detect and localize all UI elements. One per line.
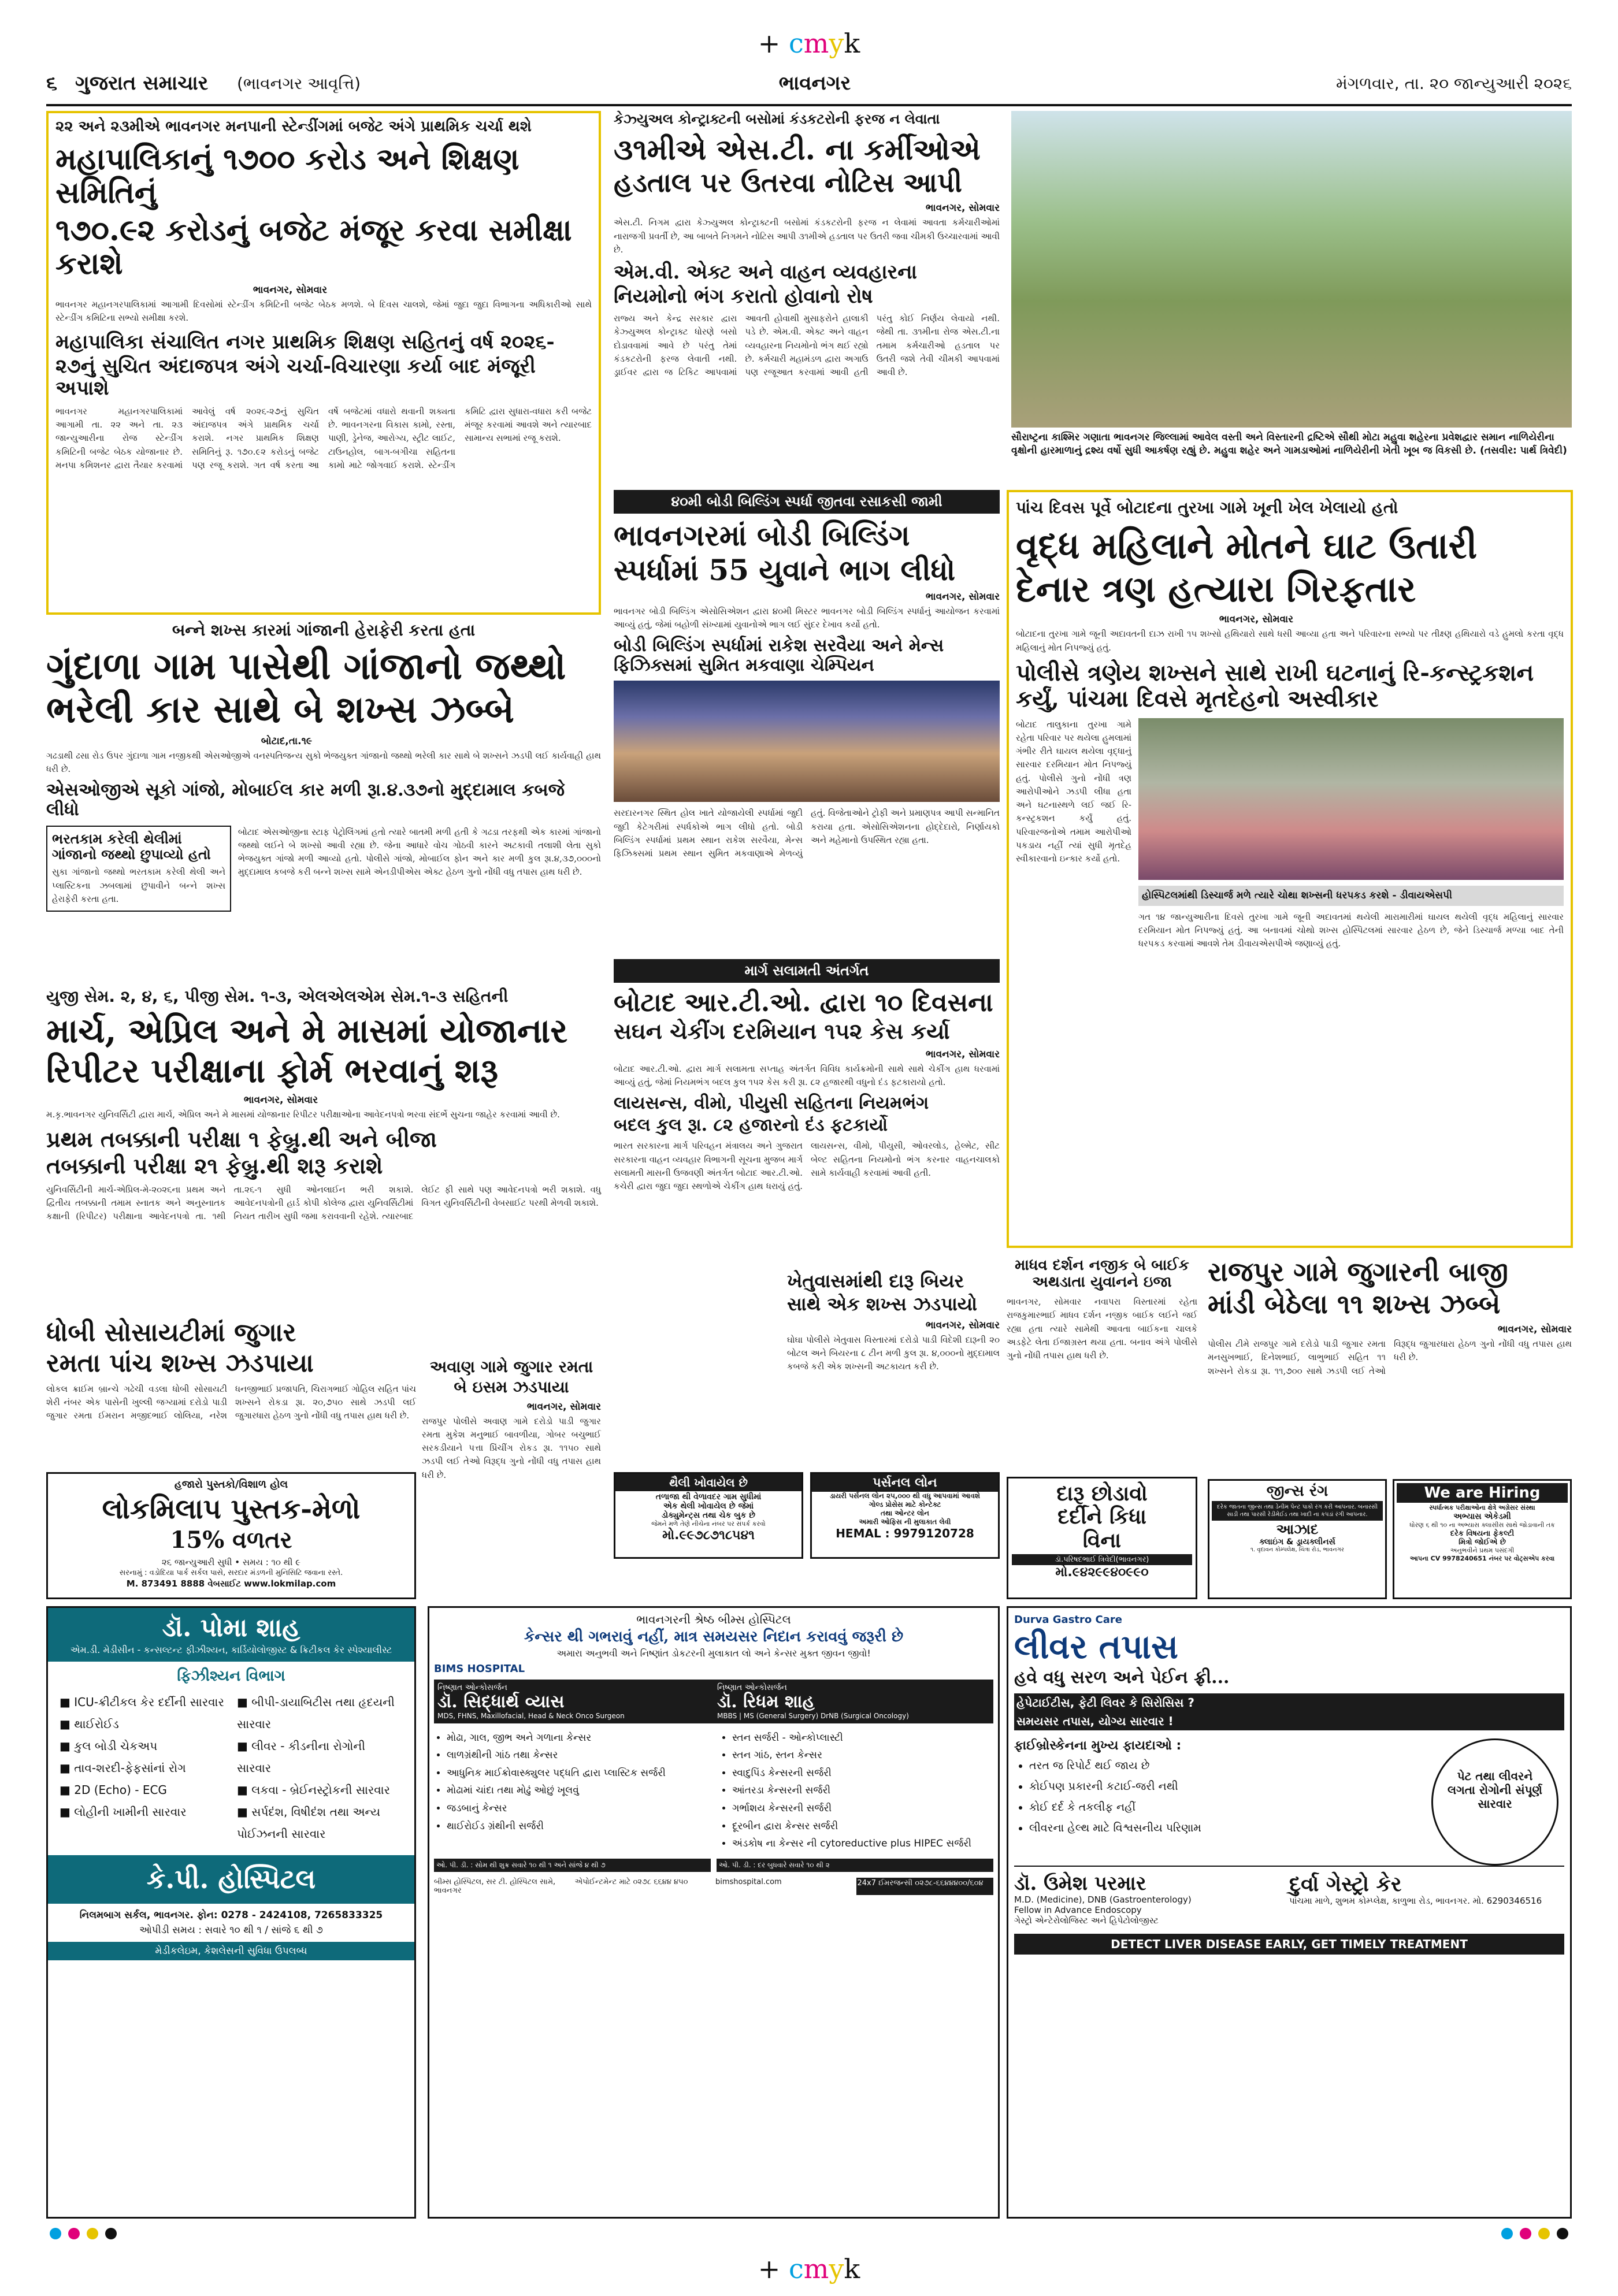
story-paragraph: લોકલ ક્રાઈમ બ્રાન્ચે ગઢેચી વડલા ધોબી સોસાયટી શેરી નંબર એક પાસેની ખુલ્લી જગ્યામાં દરોડો પાડી જુગાર રમતા ઈમરાન મજીદભાઈ લોલિયા, નરેશ ધનજીભાઈ પ્રજાપતિ, ચિરાગભાઈ ગોહિલ સહિત પાંચ શખ્સને રોકડા રૂા. ૨૦,૭૫૦ સાથે ઝડપી લઈ જુગારધારા હેઠળ ગુનો નોંધી વધુ તપાસ હાથ ધરી છે. xyxy=(46,1383,416,1421)
headline: ૧૭૦.૯૨ કરોડનું બજેટ મંજૂર કરવા સમીક્ષા કરાશે xyxy=(55,212,572,281)
ad-title: કેન્સર થી ગભરાવું નહીં, માત્ર સમયસર નિદાન કરાવવું જરૂરી છે xyxy=(524,1628,904,1645)
ad-footer: DETECT LIVER DISEASE EARLY, GET TIMELY TREATMENT xyxy=(1014,1934,1564,1955)
story-st-strike xyxy=(614,111,1000,481)
ad-text: દરેક જાતના જીન્સ તથા ડેનીમ પેન્ટ પાકો રંગ કરી આપનાર. બનારસી સાડી તથા પારસી રેડીમેઈડ તથા ખાદી ના કપડાં રંગી આપનાર. xyxy=(1212,1501,1383,1521)
ad-venue: સરનામું : વડોદિયા પાર્ક સર્કલ પાસે, સરદાર મંડળની મુનિસિટિ જવાના રસ્તે. xyxy=(119,1568,343,1577)
doctor-row xyxy=(434,1680,993,1723)
headline: બોટાદ આર.ટી.ઓ. દ્વારા ૧૦ દિવસના xyxy=(614,987,993,1017)
hospital-name: કે.પી. હોસ્પિટલ xyxy=(48,1855,414,1904)
doctor-name: ડૉ. પોમા શાહ xyxy=(162,1613,300,1643)
story-bodybuilding xyxy=(614,490,1000,952)
headline: મહાપાલિકાનું ૧૭૦૦ કરોડ અને શિક્ષણ સમિતિનું xyxy=(55,142,519,211)
ad-phone: આપના CV 9978240651 નંબર પર વોટ્સએપ કરવા xyxy=(1409,1555,1555,1562)
ad-line: ડાયરી પર્સનલ લોન ૨૫,૦૦૦ થી વધુ આપવામાં આવશે xyxy=(829,1492,981,1500)
ad-phone: મો.૯૯૭૮૭૧૮૫૪૧ xyxy=(662,1528,755,1543)
doctor-degree: Fellow in Advance Endoscopy xyxy=(1014,1904,1142,1915)
ad-line: જેમને મળે તેણે નીચેના નંબર પર સંપર્ક કરવો xyxy=(651,1520,766,1528)
ad-line: દરેક વિષયના ફેકલ્ટી xyxy=(1450,1529,1515,1538)
subheadline: એસઓજીએ સૂકો ગાંજો, મોબાઈલ કાર મળી રૂા.૪.૩૭નો મુદ્દામાલ કબજે લીધો xyxy=(46,780,565,820)
story-exams xyxy=(46,987,601,1310)
dateline: ભાવનગર, સોમવાર xyxy=(925,590,1000,603)
ad-line: એક થેલી ખોવાયેલ છે જેમાં xyxy=(663,1502,754,1511)
story-dhobi-gambling xyxy=(46,1318,416,1463)
ad-topline: ભાવનગરની શ્રેષ્ઠ બીમ્સ હોસ્પિટલ xyxy=(636,1613,791,1626)
caption-text: સૌરાષ્ટ્રના કાશ્મિર ગણાતા ભાવનગર જિલ્લામાં આવેલ વસ્તી અને વિસ્તારની દ્રષ્ટિએ સૌથી મોટા મહુવા શહેરના પ્રવેશદ્વાર સમાન નાળિયેરીના વૃક્ષોની હારમાળાનું દ્રશ્ય વર્ષો સુધી આકર્ષણ રહ્યું છે. મહુવા શહેર અને ગામડાઓમાં નાળિયેરીની ખેતી ખૂબ જ વિકસી છે. xyxy=(1011,432,1554,456)
list-item: ■ લીવર - કીડનીના રોગોની સારવાર xyxy=(237,1739,365,1775)
list-item: ■ તાવ-શરદી-ફેફસાંનાં રોગ xyxy=(60,1761,186,1775)
box-title: ભરતકામ કરેલી થેલીમાં ગાંજાનો જથ્થો છુપાવ્યો હતો xyxy=(52,830,211,863)
story-paragraph: બોટાદ આર.ટી.ઓ. દ્વારા માર્ગ સલામતા સપ્તાહ અંતર્ગત વિવિધ કાર્યક્રમોની સાથે સાથે ચેકીંગ હાથ ધરવામાં આવ્યું હતું, જેમાં નિયમભંગ બદલ કુલ ૧૫૨ કેસ કરી રૂા. ૮૨ હજારથી વધુનો દંડ ફટકારાયો હતો. xyxy=(614,1063,1000,1087)
doctor-degree: MDS, FHNS, Maxillofacial, Head & Neck Onco Surgeon xyxy=(437,1711,625,1720)
subheadline: ૨૭નું સુચિત અંદાજપત્ર અંગે ચર્ચા-વિચારણા કર્યા બાદ મંજૂરી અપાશે xyxy=(55,354,536,400)
headline: સઘન ચેકીંગ દરમિયાન ૧૫૨ કેસ કર્યા xyxy=(614,1018,950,1045)
list-item: ■ 2D (Echo) - ECG xyxy=(60,1783,167,1797)
list-item: • આધુનિક માઈક્રોવાસ્ક્યુલર પદ્ધતિ દ્વારા પ્લાસ્ટિક સર્જરી xyxy=(447,1764,708,1782)
bims-logo: BIMS HOSPITAL xyxy=(434,1663,525,1675)
headline: ખેતુવાસમાંથી દારૂ બિયર xyxy=(787,1270,964,1292)
box-text: સુકા ગાંજાનો જથ્થો ભરતકામ કરેલી થેલી અને પ્લાસ્ટિકના ઝબલામાં છુપાવીને બન્ને શખ્સ હેરાફેરી કરતા હતા. xyxy=(52,867,225,904)
story-paragraph: ભાવનગર બોડી બિલ્ડિંગ એસોસિએશન દ્વારા ૪૦મી મિસ્ટર ભાવનગર બોડી બિલ્ડિંગ સ્પર્ધાનું આયોજન કરવામાં આવ્યું હતું, જેમાં બહોળી સંખ્યામાં યુવાનોએ ભાગ લઈ સુંદર દેખાવ કર્યો હતો. xyxy=(614,605,1000,630)
headline: સાથે એક શખ્સ ઝડપાયો xyxy=(787,1292,978,1315)
list-item: • તરત જ રિપોર્ટ થઈ જાય છે xyxy=(1029,1755,1564,1776)
ad-liver-check xyxy=(1007,1606,1572,2219)
ad-bims-hospital xyxy=(428,1606,1000,2219)
ad-question: હેપેટાઈટીસ, ફેટી લિવર કે સિરોસિસ ? xyxy=(1014,1693,1564,1712)
list-item: • આંતરડા કેન્સરની સર્જરી xyxy=(732,1782,993,1800)
photo-caption: હોસ્પિટલમાંથી ડિસ્ચાર્જ મળે ત્યારે ચોથા શખ્સની ધરપકડ કરશે - ડીવાયએસપી xyxy=(1138,886,1564,906)
subheadline: તબક્કાની પરીક્ષા ૨૧ ફેબ્રુ.થી શરૂ કરાશે xyxy=(46,1153,383,1179)
story-paragraph: યુનિવર્સિટીની માર્ચ-એપ્રિલ-મે-૨૦૨૬ના પ્રથમ અને દ્વિતીય તબક્કાની તમામ સ્નાતક અને અનુસ્નાતક કક્ષાની (રિપીટર) પરીક્ષાના આવેદનપત્રો તા. ૧થી તા.૨૬-૧ સુધી ઓનલાઈન ભરી શકાશે. આવેદનપત્રોની હાર્ડ કોપી કોલેજ દ્વારા યુનિવર્સિટીમાં નિયત તારીખ સુધી જમા કરાવવાની રહેશે. ત્યારબાદ લેઈટ ફી સાથે પણ આવેદનપત્રો ભરી શકાશે. વધુ વિગત યુનિવર્સિટીની વેબસાઈટ પરથી મેળવી શકાશે. xyxy=(46,1184,601,1222)
list-item: ■ કુલ બોડી ચેકઅપ xyxy=(60,1739,158,1753)
kicker: ૪૦મી બોડી બિલ્ડિંગ સ્પર્ધા જીતવા રસાકસી જામી xyxy=(614,490,1000,514)
kicker: બન્ને શખ્સ કારમાં ગાંજાની હેરાફેરી કરતા હતા xyxy=(172,621,476,640)
ad-line: તથા ઓન્ટર લોન xyxy=(881,1509,929,1517)
ad-question: સમયસર તપાસ, યોગ્ય સારવાર ! xyxy=(1014,1712,1564,1730)
ad-line: અભ્યાસ એકેડમી xyxy=(1453,1512,1511,1521)
bubble: પેટ તથા લીવરને લગતા રોગોની સંપૂર્ણ સારવાર xyxy=(1431,1738,1558,1866)
list-item: • મોઢા, ગાલ, જીભ અને ગળાના કેન્સર xyxy=(447,1729,708,1747)
list-item: • સ્તન ગાંઠ, સ્તન કેન્સર xyxy=(732,1747,993,1764)
dateline: બોટાદ,તા.૧૯ xyxy=(261,735,312,747)
masthead-rule xyxy=(46,104,1572,106)
clinic-name: દુર્વા ગેસ્ટ્રો કેર xyxy=(1289,1871,1402,1896)
headline: દેનાર ત્રણ હત્યારા ગિરફતાર xyxy=(1016,568,1416,611)
story-rto xyxy=(614,959,1000,1260)
subheadline: પ્રથમ તબક્કાની પરીક્ષા ૧ ફેબ્રુ.થી અને બીજા xyxy=(46,1125,437,1152)
website: bimshospital.com xyxy=(715,1877,782,1886)
doctor-name: ડૉ. સિદ્ધાર્થ વ્યાસ xyxy=(437,1692,565,1712)
list-item: • લાળગ્રંથીની ગાંઠ તથા કેન્સર xyxy=(447,1747,708,1764)
subheadline: પોલીસે ત્રણેય શખ્સને સાથે રાખી ઘટનાનું રિ-કન્સ્ટ્રકશન કર્યું, પાંચમા દિવસે મૃતદેહનો અસ્વીકાર xyxy=(1016,659,1534,712)
ad-timing: ૨૬ જાન્યુઆરી સુધી • સમય : ૧૦ થી ૯ xyxy=(161,1556,301,1567)
headline: અવાણ ગામે જુગાર રમતા xyxy=(429,1357,593,1376)
subheadline: લાયસન્સ, વીમો, પીયુસી સહિતના નિયમભંગ xyxy=(614,1093,929,1114)
kicker: યુજી સેમ. ૨, ૪, ૬, પીજી સેમ. ૧-૩, એલએલએમ સેમ.૧-૩ સહિતની xyxy=(46,987,509,1006)
list-item: • ગર્ભાશય કેન્સરની સર્જરી xyxy=(732,1800,993,1818)
doctor-name: ડૉ. ઉમેશ પરમાર xyxy=(1014,1871,1146,1895)
masthead xyxy=(46,68,1572,103)
list-item: • અંડકોષ ના કેન્સર ની cytoreductive plus HIPEC સર્જરી xyxy=(732,1835,993,1853)
story-paragraph: એસ.ટી. નિગમ દ્વારા કેઝ્યુઅલ કોન્ટ્રાક્ટની બસોમાં કંડકટરોની ફરજ ન લેવામાં આવતા કર્મચારીઓમાં નારાજગી પ્રવર્તી છે, આ બાબતે નિગમને નોટિસ આપી ૩૧મીએ હડતાલ પર ઉતરી જવા ચીમકી ઉચ્ચારવામાં આવી છે. xyxy=(614,217,1000,255)
dateline: ભાવનગર, સોમવાર xyxy=(925,1319,1000,1331)
doctor-degree: M.D. (Medicine), DNB (Gastroenterology) xyxy=(1014,1894,1192,1905)
ad-phone: મો.૯૪૨૯૯૪૦૯૯૦ xyxy=(1055,1565,1149,1580)
kicker: કેઝ્યુઅલ કોન્ટ્રાક્ટની બસોમાં કંડકટરોની ફરજ ન લેવાતા xyxy=(614,111,940,127)
ad-line: ડોક્યુમેન્ટ્સ તથા ચેક બુક છે xyxy=(661,1511,756,1520)
story-paragraph: બોટાદના તુરખા ગામે જૂની અદાવતની દાઝ રાખી ૧૫ શખ્સો હથિયારો સાથે ધસી આવ્યા હતા અને પરિવારના સભ્યો પર તીક્ષ્ણ હથિયારો વડે હુમલો કરતા વૃદ્ધ મહિલાનું મોત નિપજ્યું હતું. xyxy=(1016,629,1564,653)
story-ganja xyxy=(46,621,601,979)
issue-date: મંગળવાર, તા. ૨૦ જાન્યુઆરી ૨૦૨૬ xyxy=(1335,74,1572,93)
story-paragraph: મ.કૃ.ભાવનગર યુનિવર્સિટી દ્વારા માર્ચ, એપ્રિલ અને મે માસમાં યોજાનાર રિપીટર પરીક્ષાઓના આવેદનપત્રો ભરવા સંદર્ભે સુચના જાહેર કરવામાં આવી છે. xyxy=(46,1109,560,1120)
photo-caption xyxy=(1011,431,1572,482)
registration-mark-top: + cmyk xyxy=(758,28,860,59)
page-number: ૬ xyxy=(46,72,58,95)
coconut-trees-photo xyxy=(1011,111,1572,428)
list-item: • સ્તન સર્જરી - ઓન્કોપ્લાસ્ટી xyxy=(732,1729,993,1747)
kicker: માર્ગ સલામતી અંતર્ગત xyxy=(614,959,1000,983)
ad-title: We are Hiring xyxy=(1397,1483,1568,1503)
story-paragraph: ભાવનગર મહાનગરપાલિકામાં આગામી દિવસોમાં સ્ટેન્ડીંગ કમિટિની બજેટ બેઠક મળશે. બે દિવસ ચાલશે, જેમાં જુદા જુદા વિભાગના અધિકારીઓ સાથે સ્ટેન્ડીંગ કમિટિના સભ્યો સમીક્ષા કરશે. xyxy=(55,299,592,324)
doctor-title: નિષ્ણાત ઓન્કોસર્જન xyxy=(717,1683,787,1693)
ad-sub: અમારા અનુભવી અને નિષ્ણાંત ડોકટરની મુલાકાત લો અને કેન્સર મુક્ત જીવન જીવો! xyxy=(556,1648,871,1659)
subheadline: એમ.વી. એક્ટ અને વાહન વ્યવહારના xyxy=(614,261,917,284)
ad-sub: ક્લાઇંગ & ડ્રાયક્લીનર્સ xyxy=(1259,1537,1335,1547)
headline: વૃદ્ધ મહિલાને મોતને ઘાટ ઉતારી xyxy=(1016,524,1478,567)
service-list xyxy=(434,1729,708,1853)
list-item: • કોઈપણ પ્રકારની કટાઈ-જરી નથી xyxy=(1029,1776,1564,1797)
ad-line: અમારી ઓફિસ ની મુલાકાત લેવી xyxy=(859,1518,951,1526)
ad-liquor-deaddiction xyxy=(1007,1477,1197,1599)
hospital-address: બીમ્સ હોસ્પિટલ, સર ટી. હોસ્પિટલ સામે, ભાવનગર xyxy=(434,1877,556,1895)
dateline: ભાવનગર, સોમવાર xyxy=(243,1094,318,1106)
ad-title: લોકમિલાપ પુસ્તક-મેળો xyxy=(102,1493,361,1525)
kicker: પાંચ દિવસ પૂર્વે બોટાદના તુરખા ગામે ખૂની ખેલ ખેલાયો હતો xyxy=(1016,498,1398,517)
ad-topline: હજારો પુસ્તકો/વિશાળ હોલ xyxy=(174,1478,288,1491)
emergency: 24x7 ઈમરજન્સી ૦૨૭૮-૬૬૪૪૪૦૦/૬૦૪ xyxy=(856,1878,994,1895)
story-paragraph: રાજપુર પોલીસે અવાણ ગામે દરોડો પાડી જુગાર રમતા મુકેશ મનુભાઈ બાવળીયા, ગોબર બચુભાઈ સરકડીયાને પત્તા પ્રિંચીંગ રોકડ રૂા. ૧૧૫૦ સાથે ઝડપી લઈ તેઓ વિરૂદ્ધ ગુનો નોંધી વધુ તપાસ હાથ ધરી છે. xyxy=(422,1416,601,1480)
headline: સ્પર્ધામાં 55 યુવાને ભાગ લીધો xyxy=(614,552,956,587)
ad-line: સ્પર્ધાત્મક પરીક્ષાઓના ક્ષેત્રે અગ્રેસર સંસ્થા xyxy=(1429,1504,1535,1511)
story-budget xyxy=(46,111,601,615)
opd-timing: ઓપીડી સમય : સવારે ૧૦ થી ૧ / સાંજે ૬ થી ૭ xyxy=(139,1924,323,1936)
ad-hiring xyxy=(1393,1479,1572,1599)
ad-title: વિના xyxy=(1082,1528,1122,1552)
story-paragraph: ઘોઘા પોલીસે ખેતુવાસ વિસ્તારમાં દરોડો પાડી વિદેશી દારૂની ૨૦ બોટલ અને બિયરના ૮ ટીન મળી કુલ રૂા. ૪,૦૦૦નો મુદ્દામાલ કબજે કરી એક શખ્સની અટકાયત કરી છે. xyxy=(787,1334,1000,1372)
color-bar-left xyxy=(46,2228,120,2242)
doctor-two xyxy=(714,1680,993,1723)
story-paragraph: પોલીસ ટીમે રાજપુર ગામે દરોડો પાડી જુગાર રમતા મનસુખભાઈ, દિનેશભાઈ, લાભુભાઈ સહિત ૧૧ શખ્સને રોકડા રૂા. ૧૧,૭૦૦ સાથે ઝડપી લઈ તેઓ વિરૂદ્ધ જુગારધારા હેઠળ ગુનો નોંધી વધુ તપાસ હાથ ધરી છે. xyxy=(1208,1339,1572,1376)
headline: ગુંદાળા ગામ પાસેથી ગાંજાનો જથ્થો xyxy=(46,644,566,688)
ad-shop: આઝાદ xyxy=(1276,1521,1319,1538)
story-paragraph: બોટાદ તાલુકાના તુરખા ગામે રહેતા પરિવાર પર થયેલા હુમલામાં ગંભીર રીતે ઘાયલ થયેલા વૃદ્ધાનું સારવાર દરમિયાન મોત નિપજ્યું હતું. પોલીસે ગુનો નોંધી ત્રણ આરોપીઓને ઝડપી લીધા હતા અને ઘટનાસ્થળે લઈ જઈ રિ-કન્સ્ટ્રકશન કર્યું હતું. પરિવારજનોએ તમામ આરોપીઓ પકડાય નહીં ત્યાં સુધી મૃતદેહ સ્વીકારવાનો ઇન્કાર કર્યો હતો. xyxy=(1016,719,1131,864)
ad-title: દારૂ છોડાવો xyxy=(1056,1481,1148,1506)
story-paragraph: ગત ૧૪ જાન્યુઆરીના દિવસે તુરખા ગામે જૂની અદાવતમાં થયેલી મારામારીમાં ઘાયલ થયેલી વૃદ્ધ મહિલાનું સારવાર દરમિયાન મોત નિપજ્યું હતું. આ બનાવમાં ચોથો શખ્સ હોસ્પિટલમાં સારવાર હેઠળ છે, જેને ડિસ્ચાર્જ મળ્યા બાદ તેની ધરપકડ કરવામાં આવશે તેમ ડીવાયએસપીએ જણાવ્યું હતું. xyxy=(1138,911,1564,949)
list-item: ■ સર્પદંશ, વિષીદંશ તથા અન્ય પોઈઝનની સારવાર xyxy=(237,1805,380,1841)
brand: Durva Gastro Care xyxy=(1014,1614,1122,1626)
story-paragraph: બોટાદ એસઓજીના સ્ટાફ પેટ્રોલિંગમાં હતો ત્યારે બાતમી મળી હતી કે ગઢડા તરફથી એક કારમાં ગાંજાનો જથ્થો લઈને બે શખ્સો આવી રહ્યા છે. જેના આધારે વોચ ગોઠવી કારને અટકાવી તલાશી લેતા સુકો ભેજયુક્ત ગાંજો મળી આવ્યો હતો. પોલીસે ગાંજો, મોબાઈલ ફોન અને કાર મળી કુલ રૂા.૪,૩૭,૦૦૦નો મુદ્દામાલ કબજે કરી બન્ને શખ્સ સામે એનડીપીએસ એક્ટ હેઠળ ગુનો નોંધી વધુ તપાસ હાથ ધરી છે. xyxy=(238,826,601,878)
ad-title: દર્દીને કિધા xyxy=(1057,1504,1146,1529)
appointment: એપોઈન્ટમેન્ટ માટે ૦૨૭૮ ૬૬૪૪ ૪૫૦ xyxy=(574,1877,688,1886)
list-item: ■ લોહીની ખામીની સારવાર xyxy=(60,1805,187,1819)
dateline: ભાવનગર, સોમવાર xyxy=(253,284,327,296)
bims-lists xyxy=(434,1729,993,1853)
doctor-one xyxy=(434,1680,714,1723)
ad-title: પર્સનલ લોન xyxy=(812,1474,998,1492)
ad-phone: HEMAL : 9979120728 xyxy=(836,1526,974,1540)
headline: રમતા પાંચ શખ્સ ઝડપાયા xyxy=(46,1348,314,1379)
ad-line: ધોરણ ૬ થી ૧૦ ના અભ્યાસ ક્લાસીસ સાથે જોડાવાની તક xyxy=(1409,1521,1555,1529)
ad-title: થૈલી ખોવાયેલ છે xyxy=(615,1474,801,1491)
story-paragraph: ભાવનગર, સોમવાર નવાપરા વિસ્તારમાં રહેતા રાજકુમારભાઈ માધવ દર્શન નજીક બાઈક લઈને જઈ રહ્યા હતા ત્યારે સામેથી આવતા બાઈકના ચાલકે અડફેટે લેતા ઈજાગ્રસ્ત થયા હતા. બનાવ અંગે પોલીસે ગુનો નોંધી તપાસ હાથ ધરી છે. xyxy=(1007,1296,1197,1361)
doctor-info xyxy=(1014,1873,1289,1926)
protest-photo xyxy=(1138,718,1564,880)
doctor-block xyxy=(1014,1866,1564,1926)
ad-line: મિત્રો જોઈએ છે xyxy=(1459,1538,1506,1547)
ad-sub: હવે વધુ સરળ અને પેઈન ફ્રી... xyxy=(1014,1667,1230,1688)
bodybuilding-photo xyxy=(614,681,1000,802)
headline: રાજપુર ગામે જુગારની બાજી xyxy=(1208,1256,1508,1287)
subheadline: મહાપાલિકા સંચાલિત નગર પ્રાથમિક શિક્ષણ સહિતનું વર્ષ ૨૦૨૬- xyxy=(55,330,555,354)
list-item: • થાઈરોઈડ ગ્રંથીની સર્જરી xyxy=(447,1818,708,1836)
hospital-footer: મેડીકલેઇમ, કેશલેસની સુવિધા ઉપલબ્ધ xyxy=(48,1942,414,1960)
clinic-address: પાંચમા માળે, શુભમ કોમ્પ્લેક્ષ, કાળુભા રોડ, ભાવનગર. મો. 6290346516 xyxy=(1289,1895,1542,1906)
dept-title: ફિઝીશ્યન વિભાગ xyxy=(177,1667,285,1685)
kicker: ૨૨ અને ૨૩મીએ ભાવનગર મનપાની સ્ટેન્ડીંગમાં બજેટ અંગે પ્રાથમિક ચર્ચા થશે xyxy=(55,118,532,135)
list-item: • લીવરના હેલ્થ માટે વિશ્વસનીય પરિણામ xyxy=(1029,1818,1564,1838)
registration-mark-bottom: + cmyk xyxy=(758,2253,860,2284)
opd-row xyxy=(434,1859,993,1872)
list-item: ■ થાઈરોઈડ xyxy=(60,1717,119,1732)
list-item: ■ ICU-ક્રીટીકલ કેર દર્દીની સારવાર xyxy=(60,1695,224,1710)
headline: માર્ચ, એપ્રિલ અને મે માસમાં યોજાનાર xyxy=(46,1010,568,1050)
ad-address: ૧. વૃદાવન કોમ્પલેક્ષ, ચિત્રા રોડ, ભાવનગર xyxy=(1250,1546,1345,1553)
doctor-degree: MBBS | MS (General Surgery) DrNB (Surgical Oncology) xyxy=(717,1711,909,1720)
clinic-info xyxy=(1289,1873,1564,1926)
list-item: • મોઢામાં ચાંદા તથા મોઢું ઓછું ખૂલવું xyxy=(447,1782,708,1800)
ad-line: તળાજા થી વેળાવદર ગામ સુધીમાં xyxy=(655,1492,762,1502)
story-liquor-seizure xyxy=(614,1271,1000,1462)
ad-doctor: ડૉ.પરિષદભાઈ ત્રિવેદી(ભાવનગર) xyxy=(1012,1554,1192,1565)
story-murder xyxy=(1007,490,1573,1248)
doctor-title: નિષ્ણાત ઓન્કોસર્જન xyxy=(437,1683,507,1693)
story-paragraph: રાજ્ય અને કેન્દ્ર સરકાર દ્વારા કેઝ્યુઅલ કોન્ટ્રાક્ટ ધોરણે બસો દોડાવવામાં આવે છે પરંતુ તેમાં કંડકટરોની ફરજ લેવાતી નથી. ડ્રાઈવર દ્વારા જ ટિકિટ આપવામાં આવતી હોવાથી મુસાફરોને હાલાકી પડે છે. એમ.વી. એક્ટ અને વાહન વ્યવહારના નિયમોનો ભંગ થઈ રહ્યો છે. કર્મચારી મહામંડળ દ્વારા અગાઉ પણ રજૂઆત કરવામાં આવી હતી પરંતુ કોઈ નિર્ણય લેવાયો નથી. જેથી તા. ૩૧મીના રોજ એસ.ટી.ના તમામ કર્મચારીઓ હડતાલ પર ઉતરી જશે તેવી ચીમકી આપવામાં આવી છે. xyxy=(614,313,1000,378)
ad-title: લીવર તપાસ xyxy=(1014,1627,1179,1666)
benefits-title: ફાઈબ્રોસ્કેનના મુખ્ય ફાયદાઓ : xyxy=(1014,1738,1182,1753)
headline: માંડી બેઠેલા ૧૧ શખ્સ ઝબ્બે xyxy=(1208,1288,1501,1320)
photo-credit: (તસવીર: પાર્થ ત્રિવેદી) xyxy=(1479,444,1567,456)
doctor-degree: ગેસ્ટ્રો એન્ટેરોલોજિસ્ટ અને હિપેટોલોજીસ્ટ xyxy=(1014,1915,1159,1926)
ad-personal-loan xyxy=(810,1472,1000,1559)
ad-line: અનુભવીને પ્રથમ પસંદગી xyxy=(1450,1547,1515,1554)
headline: ભરેલી કાર સાથે બે શખ્સ ઝબ્બે xyxy=(46,688,514,732)
paper-name: ગુજરાત સમાચાર xyxy=(75,72,209,95)
service-list xyxy=(719,1729,993,1853)
list-item: ■ બીપી-ડાયાબિટીસ તથા હૃદયની સારવાર xyxy=(237,1695,395,1732)
highlight-box xyxy=(46,826,231,912)
color-bar-right xyxy=(1498,2228,1572,2242)
ad-kp-hospital xyxy=(46,1606,416,2219)
subheadline: બોડી બિલ્ડિંગ સ્પર્ધામાં રાકેશ સરવૈયા અને મેન્સ ફિઝિક્સમાં સુમિત મકવાણા ચેમ્પિયન xyxy=(614,636,944,675)
ad-title: જીન્સ રંગ xyxy=(1266,1483,1328,1500)
ad-offer: 15% વળતર xyxy=(170,1526,292,1554)
list-item: • જડબાનું કેન્સર xyxy=(447,1800,708,1818)
list-item: • કોઈ દર્દ કે તકલીફ નહીં xyxy=(1029,1797,1564,1818)
subheadline: નિયમોનો ભંગ કરાતો હોવાનો રોષ xyxy=(614,285,873,309)
headline: ધોબી સોસાયટીમાં જુગાર xyxy=(46,1318,296,1347)
ad-jeans-dyeing xyxy=(1208,1479,1387,1599)
story-paragraph: ભાવનગર મહાનગરપાલિકામાં આગામી તા. ૨૨ અને તા. ૨૩ જાન્યુઆરીના રોજ સ્ટેન્ડીંગ કમિટિની બજેટ બેઠક યોજાનાર છે. મનપા કમિશનર દ્વારા તૈયાર કરવામાં આવેલું વર્ષ ૨૦૨૬-૨૭નું સુચિત અંદાજપત્ર અંગે પ્રાથમિક ચર્ચા કરાશે. નગર પ્રાથમિક શિક્ષણ સમિતિનું રૂ. ૧૭૦.૯૨ કરોડનું બજેટ પણ રજૂ કરાશે. ગત વર્ષ કરતા આ વર્ષે બજેટમાં વધારો થવાની શક્યતા છે. ભાવનગરના વિકાસ કામો, રસ્તા, પાણી, ડ્રેનેજ, આરોગ્ય, સ્ટ્રીટ લાઈટ, ટાઉનહોલ, બાગ-બગીચા સહિતના કામો માટે જોગવાઈ કરાશે. સ્ટેન્ડીંગ કમિટિ દ્વારા સુધારા-વધારા કરી બજેટ મંજૂર કરવામાં આવશે અને ત્યારબાદ સામાન્ય સભામાં રજૂ કરાશે. xyxy=(55,406,592,470)
headline: રિપીટર પરીક્ષાના ફોર્મ ભરવાનું શરૂ xyxy=(46,1050,499,1090)
list-item: • સ્વાદુપિંડ કેન્સરની સર્જરી xyxy=(732,1764,993,1782)
headline: બે ઇસમ ઝડપાયા xyxy=(454,1377,569,1397)
contact-row xyxy=(434,1878,993,1895)
subheadline: બદલ કુલ રૂા. ૮૨ હજારનો દંડ ફટકાર્યો xyxy=(614,1114,888,1135)
headline: ભાવનગરમાં બોડી બિલ્ડિંગ xyxy=(614,518,910,552)
doctor-degree: એમ.ડી. મેડીસીન - કન્સલ્ટન્ટ ફીઝીશ્યન, કાર્ડિયોલોજીસ્ટ & ક્રિટીકલ કેર સ્પેશ્યાલીસ્ટ xyxy=(70,1644,392,1656)
dateline: ભાવનગર, સોમવાર xyxy=(526,1400,601,1413)
opd-timing: ઓ. પી. ડી. : દર બુધવારે સવારે ૧૦ થી ૨ xyxy=(717,1859,993,1872)
hospital-address: નિલમબાગ સર્કલ, ભાવનગર. ફોન: 0278 - 2424108, 7265833325 xyxy=(79,1909,383,1921)
dateline: ભાવનગર, સોમવાર xyxy=(1219,614,1293,626)
dateline: ભાવનગર, સોમવાર xyxy=(925,1048,1000,1060)
ad-book-fair xyxy=(46,1472,416,1599)
story-avan-gambling xyxy=(422,1358,601,1548)
doctor-name: ડૉ. રિધમ શાહ xyxy=(717,1692,815,1712)
story-paragraph: સરદારનગર સ્થિત હોલ ખાતે યોજાયેલી સ્પર્ધામાં જુદી જુદી કેટેગરીમાં સ્પર્ધકોએ ભાગ લીધો હતો. બોડી બિલ્ડિંગ સ્પર્ધામાં પ્રથમ સ્થાન રાકેશ સરવૈયા, મેન્સ ફિઝિક્સમાં પ્રથમ સ્થાન સુમિત મકવાણાએ મેળવ્યું હતું. વિજેતાઓને ટ્રોફી અને પ્રમાણપત્ર આપી સન્માનિત કરાયા હતા. એસોસિએશનના હોદ્દેદારો, નિર્ણાયકો અને મહેમાનો ઉપસ્થિત રહ્યા હતા. xyxy=(614,808,1000,859)
section-name: ભાવનગર xyxy=(778,72,851,95)
headline: હડતાલ પર ઉતરવા નોટિસ આપી xyxy=(614,166,962,198)
headline: માધવ દર્શન નજીક બે બાઈક અથડાતા યુવાનને ઇજા xyxy=(1015,1257,1189,1291)
ad-header xyxy=(48,1608,414,1662)
dateline: ભાવનગર, સોમવાર xyxy=(1497,1324,1572,1336)
ad-lost-pouch xyxy=(614,1472,803,1559)
headline: ૩૧મીએ એસ.ટી. ના કર્મીઓએ xyxy=(614,132,981,166)
dateline: ભાવનગર, સોમવાર xyxy=(925,202,1000,214)
story-bike-accident xyxy=(1007,1257,1197,1472)
story-paragraph: ભારત સરકારના માર્ગ પરિવહન મંત્રાલય અને ગુજરાત સરકારના વાહન વ્યવહાર વિભાગની સૂચના મુજબ માર્ગ સલામતી માસની ઉજવણી અંતર્ગત બોટાદ આર.ટી.ઓ. કચેરી દ્વારા જુદા જુદા સ્થળોએ ચેકીંગ હાથ ધરાયું હતું. લાયસન્સ, વીમો, પીયુસી, ઓવરલોડ, હેલ્મેટ, સીટ બેલ્ટ સહિતના નિયમોનો ભંગ કરનાર વાહનચાલકો સામે કાર્યવાહી કરવામાં આવી હતી. xyxy=(614,1140,1000,1192)
story-rajpur-gambling xyxy=(1208,1257,1572,1471)
services-list xyxy=(48,1691,414,1845)
ad-line: ગોલ્ડ પ્રોસેસ માટે કોન્ટેક્ટ xyxy=(869,1500,941,1509)
ad-contact: M. 873491 8888 વેબસાઈટ www.lokmilap.com xyxy=(126,1578,336,1589)
opd-timing: ઓ. પી. ડી. : સોમ થી શુક્ર સવારે ૧૦ થી ૧ અને સાંજે ૪ થી ૭ xyxy=(434,1859,711,1872)
edition-label: (ભાવનગર આવૃત્તિ) xyxy=(237,74,361,93)
list-item: ■ લકવા - બ્રેઈનસ્ટ્રોકની સારવાર xyxy=(237,1783,390,1797)
list-item: • દૂરબીન દ્વારા કેન્સર સર્જરી xyxy=(732,1818,993,1836)
story-paragraph: ગઢડાથી ઢસા રોડ ઉપર ગુંદાળા ગામ નજીકથી એસઓજીએ વનસ્પતિજન્ય સુકો ભેજયુક્ત ગાંજાનો જથ્થો ભરેલી કાર સાથે બે શખ્સને ઝડપી લઈ કાર્યવાહી હાથ ધરી છે. xyxy=(46,750,601,775)
